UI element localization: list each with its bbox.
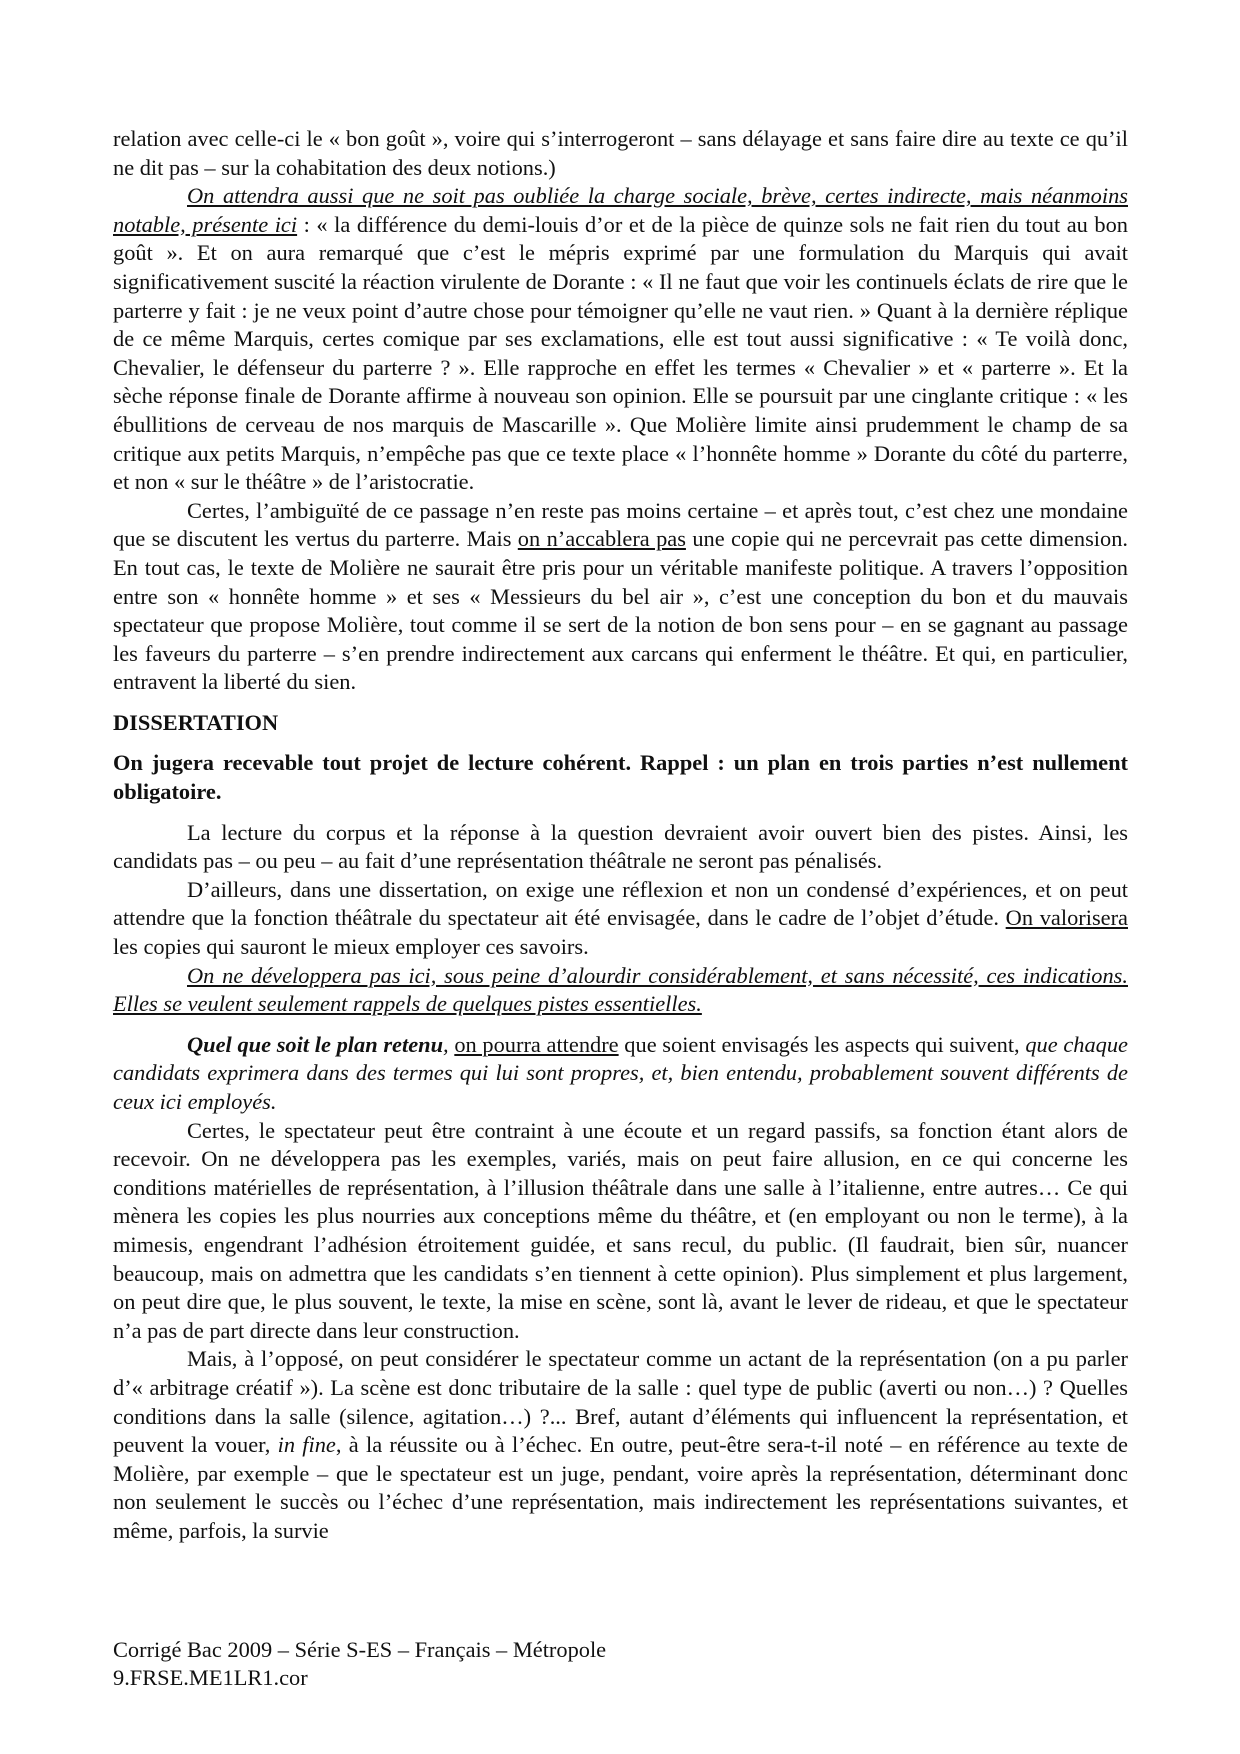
emphasis-on-pourra-attendre: on pourra attendre (454, 1031, 619, 1057)
paragraph-1: relation avec celle-ci le « bon goût », voire qui s’interrogeront – sans délayage et sans faire dire au texte ce qu’il ne dit pas – sur la cohabitation des deux notions.) (113, 126, 1128, 180)
page-footer (113, 1636, 1128, 1692)
paragraph-9-start: Mais, à l’opposé, on peut considérer le spectateur comme un actant de la représentation (on a pu parler d’« arbitrage créatif »). La scène est donc tributaire de la salle : quel type de public (averti ou non…) ? Quelles conditions dans la salle (silence, agitation…) ?... Bref, autant d’éléments qui influencent la représentation, et peuvent la vouer, (113, 1346, 1128, 1458)
paragraph-5-end: les copies qui sauront le mieux employer ces savoirs. (113, 934, 589, 960)
paragraph-3-end: une copie qui ne percevrait pas cette dimension. En tout cas, le texte de Molière ne saurait être pris pour un véritable manifeste politique. A travers l’opposition entre son « honnête homme » et ses « Messieurs du bel air », c’est une conception du bon et du mauvais spectateur que propose Molière, tout comme il se sert de la notion de bon sens pour – en se gagnant au passage les faveurs du parterre – s’en prendre indirectement aux carcans qui enferment le théâtre. Et qui, en particulier, entravent la liberté du sien. (113, 526, 1128, 695)
paragraph-2 (113, 182, 1128, 497)
section-heading: DISSERTATION (113, 709, 279, 735)
paragraph-7-mid: que soient envisagés les aspects qui suivent, (618, 1031, 1026, 1057)
paragraph-7-italic: que chaque candidats exprimera dans des termes qui lui sont propres, et, bien entendu, probablement souvent différents de ceux ici employés. (113, 1031, 1128, 1114)
paragraph-9-end: , à la réussite ou à l’échec. En outre, peut-être sera-t-il noté – en référence au texte de Molière, par exemple – que le spectateur est un juge, pendant, voire après la représentation, déterminant donc non seulement le succès ou l’échec d’une représentation, mais indirectement les représentations suivantes, et même, parfois, la survie (113, 1432, 1128, 1543)
paragraph-6 (113, 962, 1128, 1019)
emphasis-social-charge: On attendra aussi que ne soit pas oubliée la charge sociale, brève, certes indirecte, mais néanmoins notable, présente ici (113, 183, 1128, 237)
paragraph-9 (113, 1345, 1128, 1545)
emphasis-on-naccablera-pas: on n’accablera pas (517, 526, 686, 552)
paragraph-5-start: D’ailleurs, dans une dissertation, on exige une réflexion et non un condensé d’expériences, et on peut attendre que la fonction théâtrale du spectateur ait été envisagée, dans le cadre de l’objet d’étude. (113, 876, 1128, 931)
emphasis-in-fine: in fine (277, 1432, 336, 1458)
document-body (113, 125, 1128, 1546)
emphasis-note: On ne développera pas ici, sous peine d’alourdir considérablement, et sans nécessité, ces indications. Elles se veulent seulement rappels de quelques pistes essentielles. (113, 962, 1128, 1017)
footer-line-2: 9.FRSE.ME1LR1.cor (113, 1665, 308, 1690)
paragraph-7-comma: , (443, 1031, 455, 1057)
paragraph-3-start: Certes, l’ambiguïté de ce passage n’en reste pas moins certaine – et après tout, c’est chez une mondaine que se discutent les vertus du parterre. Mais (113, 497, 1128, 552)
paragraph-5 (113, 876, 1128, 962)
emphasis-on-valorisera: On valorisera (1005, 905, 1128, 931)
footer-line-1: Corrigé Bac 2009 – Série S-ES – Français – Métropole (113, 1637, 607, 1662)
paragraph-8: Certes, le spectateur peut être contraint à une écoute et un regard passifs, sa fonction étant alors de recevoir. On ne développera pas les exemples, variés, mais on peut faire allusion, en ce qui concerne les conditions matérielles de représentation, à l’illusion théâtrale dans une salle à l’italienne, entre autres… Ce qui mènera les copies les plus nourries aux conceptions même du théâtre, et (en employant ou non le terme), à la mimesis, engendrant l’adhésion étroitement guidée, et sans recul, du public. (Il faudrait, bien sûr, nuancer beaucoup, mais on admettra que les candidats s’en tiennent à cette opinion). Plus simplement et plus largement, on peut dire que, le plus souvent, le texte, la mise en scène, sont là, avant le lever de rideau, et que le spectateur n’a pas de part directe dans leur construction. (113, 1117, 1128, 1343)
paragraph-3 (113, 497, 1128, 697)
paragraph-2-text: : « la différence du demi-louis d’or et de la pièce de quinze sols ne fait rien du tout au bon goût ». Et on aura remarqué que c’est le mépris exprimé par une formulation du Marquis qui avait significativement suscité la réaction virulente de Dorante : « Il ne faut que voir les continuels éclats de rire que le parterre y fait : je ne veux point d’autre chose pour témoigner qu’elle ne vaut rien. » Quant à la dernière réplique de ce même Marquis, certes comique par ses exclamations, elle est tout aussi significative : « Te voilà donc, Chevalier, le défenseur du parterre ? ». Elle rapproche en effet les termes « Chevalier » et « parterre ». Et la sèche réponse finale de Dorante affirme à nouveau son opinion. Elle se poursuit par une cinglante critique : « les ébullitions de cerveau de nos marquis de Mascarille ». Que Molière limite ainsi prudemment le champ de sa critique aux petits Marquis, n’empêche pas que ce texte place « l’honnête homme » Dorante du côté du parterre, et non « sur le théâtre » de l’aristocratie. (113, 211, 1129, 495)
paragraph-4: La lecture du corpus et la réponse à la question devraient avoir ouvert bien des pistes. Ainsi, les candidats pas – ou peu – au fait d’une représentation théâtrale ne seront pas pénalisés. (113, 819, 1128, 874)
emphasis-plan-retenu: Quel que soit le plan retenu (187, 1031, 444, 1057)
paragraph-7 (113, 1031, 1128, 1117)
bold-instruction: On jugera recevable tout projet de lecture cohérent. Rappel : un plan en trois parties n’est nullement obligatoire. (113, 750, 1128, 805)
